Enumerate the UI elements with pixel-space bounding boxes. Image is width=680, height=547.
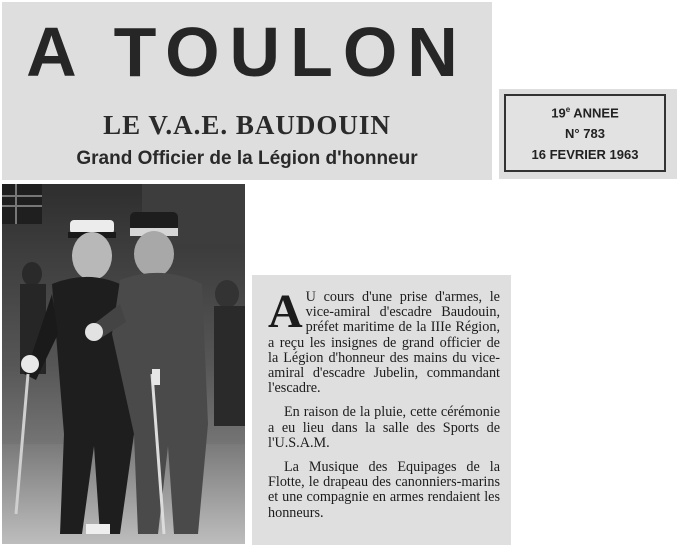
issue-info-clipping [499, 89, 677, 179]
article-paragraph: La Musique des Equipages de la Flotte, le drapeau des canonniers-marins et une compagnie en armes rendaient les honneurs. [268, 459, 500, 521]
issue-date: 16 FEVRIER 1963 [531, 147, 639, 163]
article-subtitle: LE V.A.E. BAUDOUIN [103, 110, 391, 140]
headline-clipping [2, 2, 492, 180]
ceremony-photo [2, 184, 245, 544]
article-text-clipping [252, 275, 511, 545]
ceremony-photo-icon [2, 184, 245, 544]
main-headline: A TOULON [26, 13, 468, 91]
issue-year: 19e ANNEE [551, 105, 619, 121]
article-paragraph: En raison de la pluie, cette cérémonie a eu lieu dans la salle des Sports de l'U.S.A.M. [268, 404, 500, 451]
article-body [268, 285, 500, 530]
issue-info-box [504, 94, 666, 172]
drop-cap: A [268, 285, 303, 338]
article-paragraph [268, 285, 500, 397]
article-tagline: Grand Officier de la Légion d'honneur [76, 148, 418, 169]
paragraph-1-text: U cours d'une prise d'armes, le vice-amiral d'escadre Baudouin, préfet maritime de la IIIe Région, a reçu les insignes de grand officier de la Légion d'honneur des mains du vice-amiral d'escadre Jubelin, commandant l'escadre. [268, 289, 500, 397]
issue-number: N° 783 [565, 126, 605, 142]
